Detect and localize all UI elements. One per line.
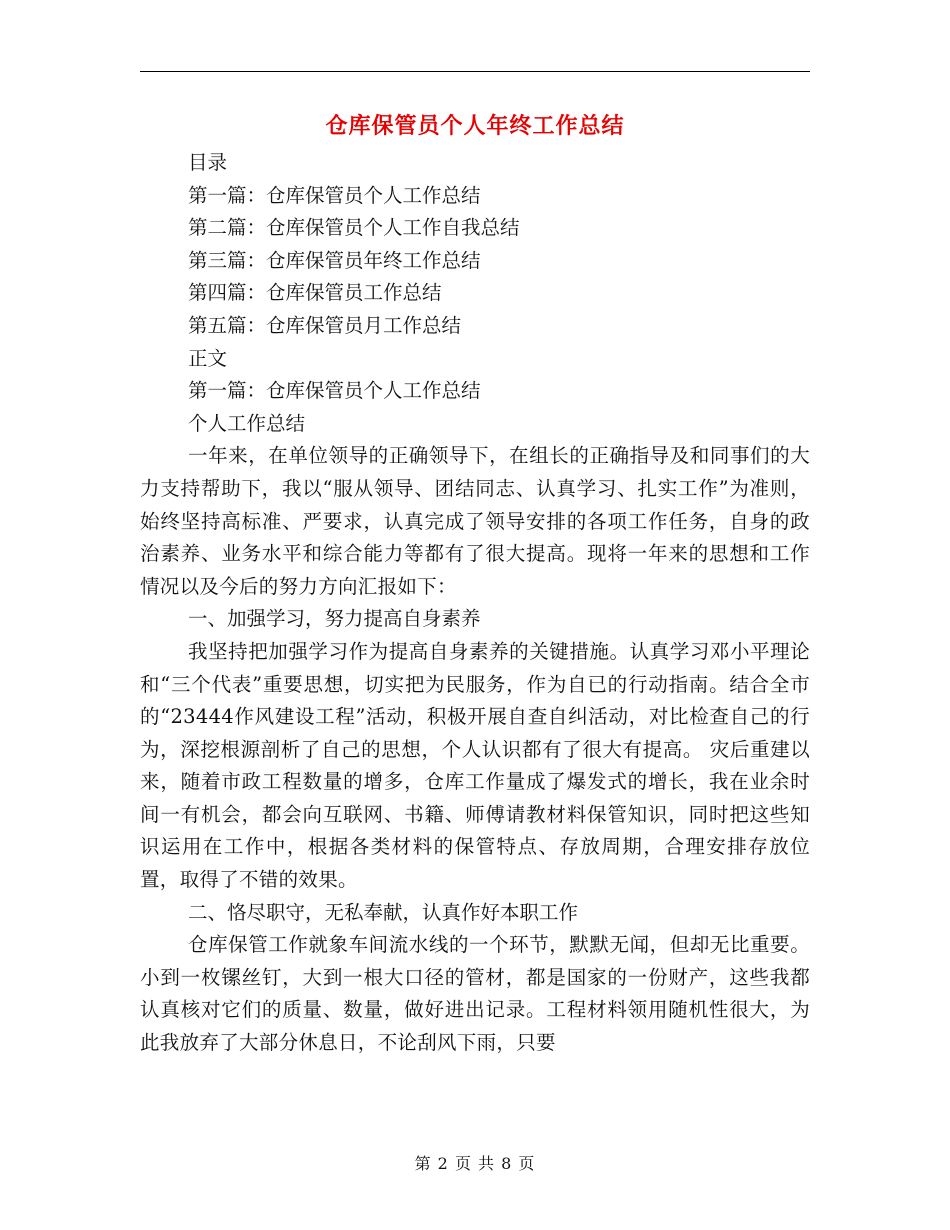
- paragraph-intro: 一年来，在单位领导的正确领导下，在组长的正确指导及和同事们的大力支持帮助下，我以“服从领导、团结同志、认真学习、扎实工作”为准则，始终坚持高标准、严要求，认真完成了领导安排的各项工作任务，自身的政治素养、业务水平和综合能力等都有了很大提高。现将一年来的思想和工作情况以及今后的努力方向汇报如下：: [140, 444, 810, 598]
- paragraph-study: 我坚持把加强学习作为提高自身素养的关键措施。认真学习邓小平理论和“三个代表”重要思想，切实把为民服务，作为自已的行动指南。结合全市的“23444作风建设工程”活动，积极开展自查自纠活动，对比检查自己的行为，深挖根源剖析了自己的思想，个人认识都有了很大有提高。 灾后重建以来，随着市政工程数量的增多，仓库工作量成了爆发式的增长，我在业余时间一有机会，都会向互联网、书籍、师傅请教材料保管知识，同时把这些知识运用在工作中，根据各类材料的保管特点、存放周期，合理安排存放位置，取得了不错的效果。: [140, 639, 810, 892]
- document-body: [140, 147, 810, 1060]
- paragraph-duty: 仓库保管工作就象车间流水线的一个环节，默默无闻，但却无比重要。小到一枚镙丝钉，大到一根大口径的管材，都是国家的一份财产，这些我都认真核对它们的质量、数量，做好进出记录。工程材料领用随机性很大，为此我放弃了大部分休息日，不论刮风下雨，只要: [140, 933, 810, 1055]
- section-title: 第一篇：仓库保管员个人工作总结: [188, 379, 481, 403]
- header-rule: [140, 71, 810, 72]
- section-subtitle: 个人工作总结: [188, 411, 306, 435]
- paragraph-heading-1: 一、加强学习，努力提高自身素养: [188, 607, 481, 631]
- toc-item: 第一篇：仓库保管员个人工作总结: [188, 183, 481, 207]
- page-footer: 第 2 页 共 8 页: [414, 1154, 536, 1173]
- toc-item: 第四篇：仓库保管员工作总结: [188, 281, 442, 305]
- toc-item: 第五篇：仓库保管员月工作总结: [188, 313, 462, 337]
- document-title: 仓库保管员个人年终工作总结: [325, 113, 625, 139]
- toc-item: 第三篇：仓库保管员年终工作总结: [188, 248, 481, 272]
- toc-item: 第二篇：仓库保管员个人工作自我总结: [188, 216, 520, 240]
- body-heading: 正文: [188, 346, 228, 370]
- paragraph-heading-2: 二、恪尽职守，无私奉献，认真作好本职工作: [188, 900, 579, 924]
- toc-heading: 目录: [188, 151, 228, 174]
